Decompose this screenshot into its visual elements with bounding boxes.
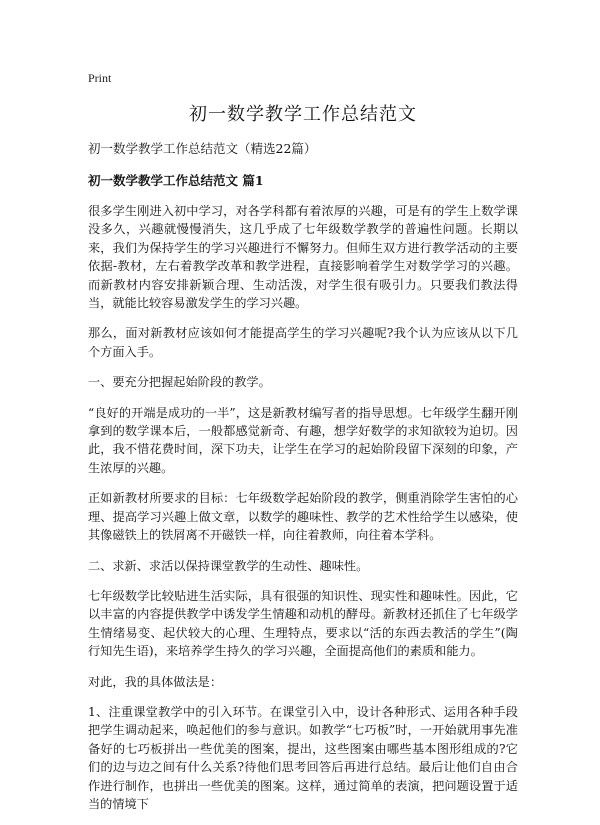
paragraph: 1、注重课堂教学中的引入环节。在课堂引入中，设计各种形式、运用各种手段把学生调动起来，唤起他们的参与意识。如教学“七巧板”时，一开始就用事先准备好的七巧板拼出一些优美的图案，提出，这些图案由哪些基本图形组成的?它们的边与边之间有什么关系?待他们思考回答后再进行总结。最后让他们自由合作进行制作，也拼出一些优美的图案。这样，通过简单的表演，把问题设置于适当的情境下 bbox=[88, 704, 518, 811]
paragraph: 对此，我的具体做法是： bbox=[88, 674, 223, 689]
paragraph: “良好的开端是成功的一半”，这是新教材编写者的指导思想。七年级学生翻开刚拿到的数学课本后，一般都感觉新奇、有趣，想学好数学的求知欲较为迫切。因此，我不惜花费时间，深下功夫，让学生在学习的起始阶段留下深刻的印象，产生浓厚的兴趣。 bbox=[88, 405, 518, 475]
page-title: 初一数学教学工作总结范文 bbox=[189, 104, 417, 125]
paragraph: 七年级数学比较贴进生活实际，具有很强的知识性、现实性和趣味性。因此，它以丰富的内容提供教学中诱发学生情趣和动机的酵母。新教材还抓住了七年级学生情绪易变、起伏较大的心理、生理特点，要求以“活的东西去教活的学生”(陶行知先生语)，来培养学生持久的学习兴趣，全面提高他们的素质和能力。 bbox=[88, 588, 518, 659]
print-label[interactable]: Print bbox=[88, 71, 112, 85]
paragraph: 一、要充分把握起始阶段的教学。 bbox=[88, 375, 271, 390]
section-heading: 初一数学教学工作总结范文 篇1 bbox=[88, 173, 264, 188]
paragraph: 很多学生刚进入初中学习，对各学科都有着浓厚的兴趣，可是有的学生上数学课没多久，兴趣就慢慢消失，这几乎成了七年级数学教学的普遍性问题。长期以来，我们为保持学生的学习兴趣进行不懈努力。但师生双方进行教学活动的主要依据-教材，左右着教学改革和教学进程，直接影响着学生对数学学习的兴趣。而新教材内容安排新颖合理、生动活泼，对学生很有吸引力。只要我们教法得当，就能比较容易激发学生的学习兴趣。 bbox=[88, 204, 518, 311]
document-page bbox=[88, 70, 518, 825]
paragraph: 二、求新、求活以保持课堂教学的生动性、趣味性。 bbox=[88, 558, 369, 573]
paragraph: 正如新教材所要求的目标：七年级数学起始阶段的教学，侧重消除学生害怕的心理、提高学习兴趣上做文章，以数学的趣味性、教学的艺术性给学生以感染，使其像磁铁上的铁屑离不开磁铁一样，向往着教师，向往着本学科。 bbox=[88, 491, 518, 543]
subtitle: 初一数学教学工作总结范文（精选22篇） bbox=[88, 141, 317, 156]
paragraph: 那么，面对新教材应该如何才能提高学生的学习兴趣呢?我个认为应该从以下几个方面入手。 bbox=[88, 326, 518, 359]
